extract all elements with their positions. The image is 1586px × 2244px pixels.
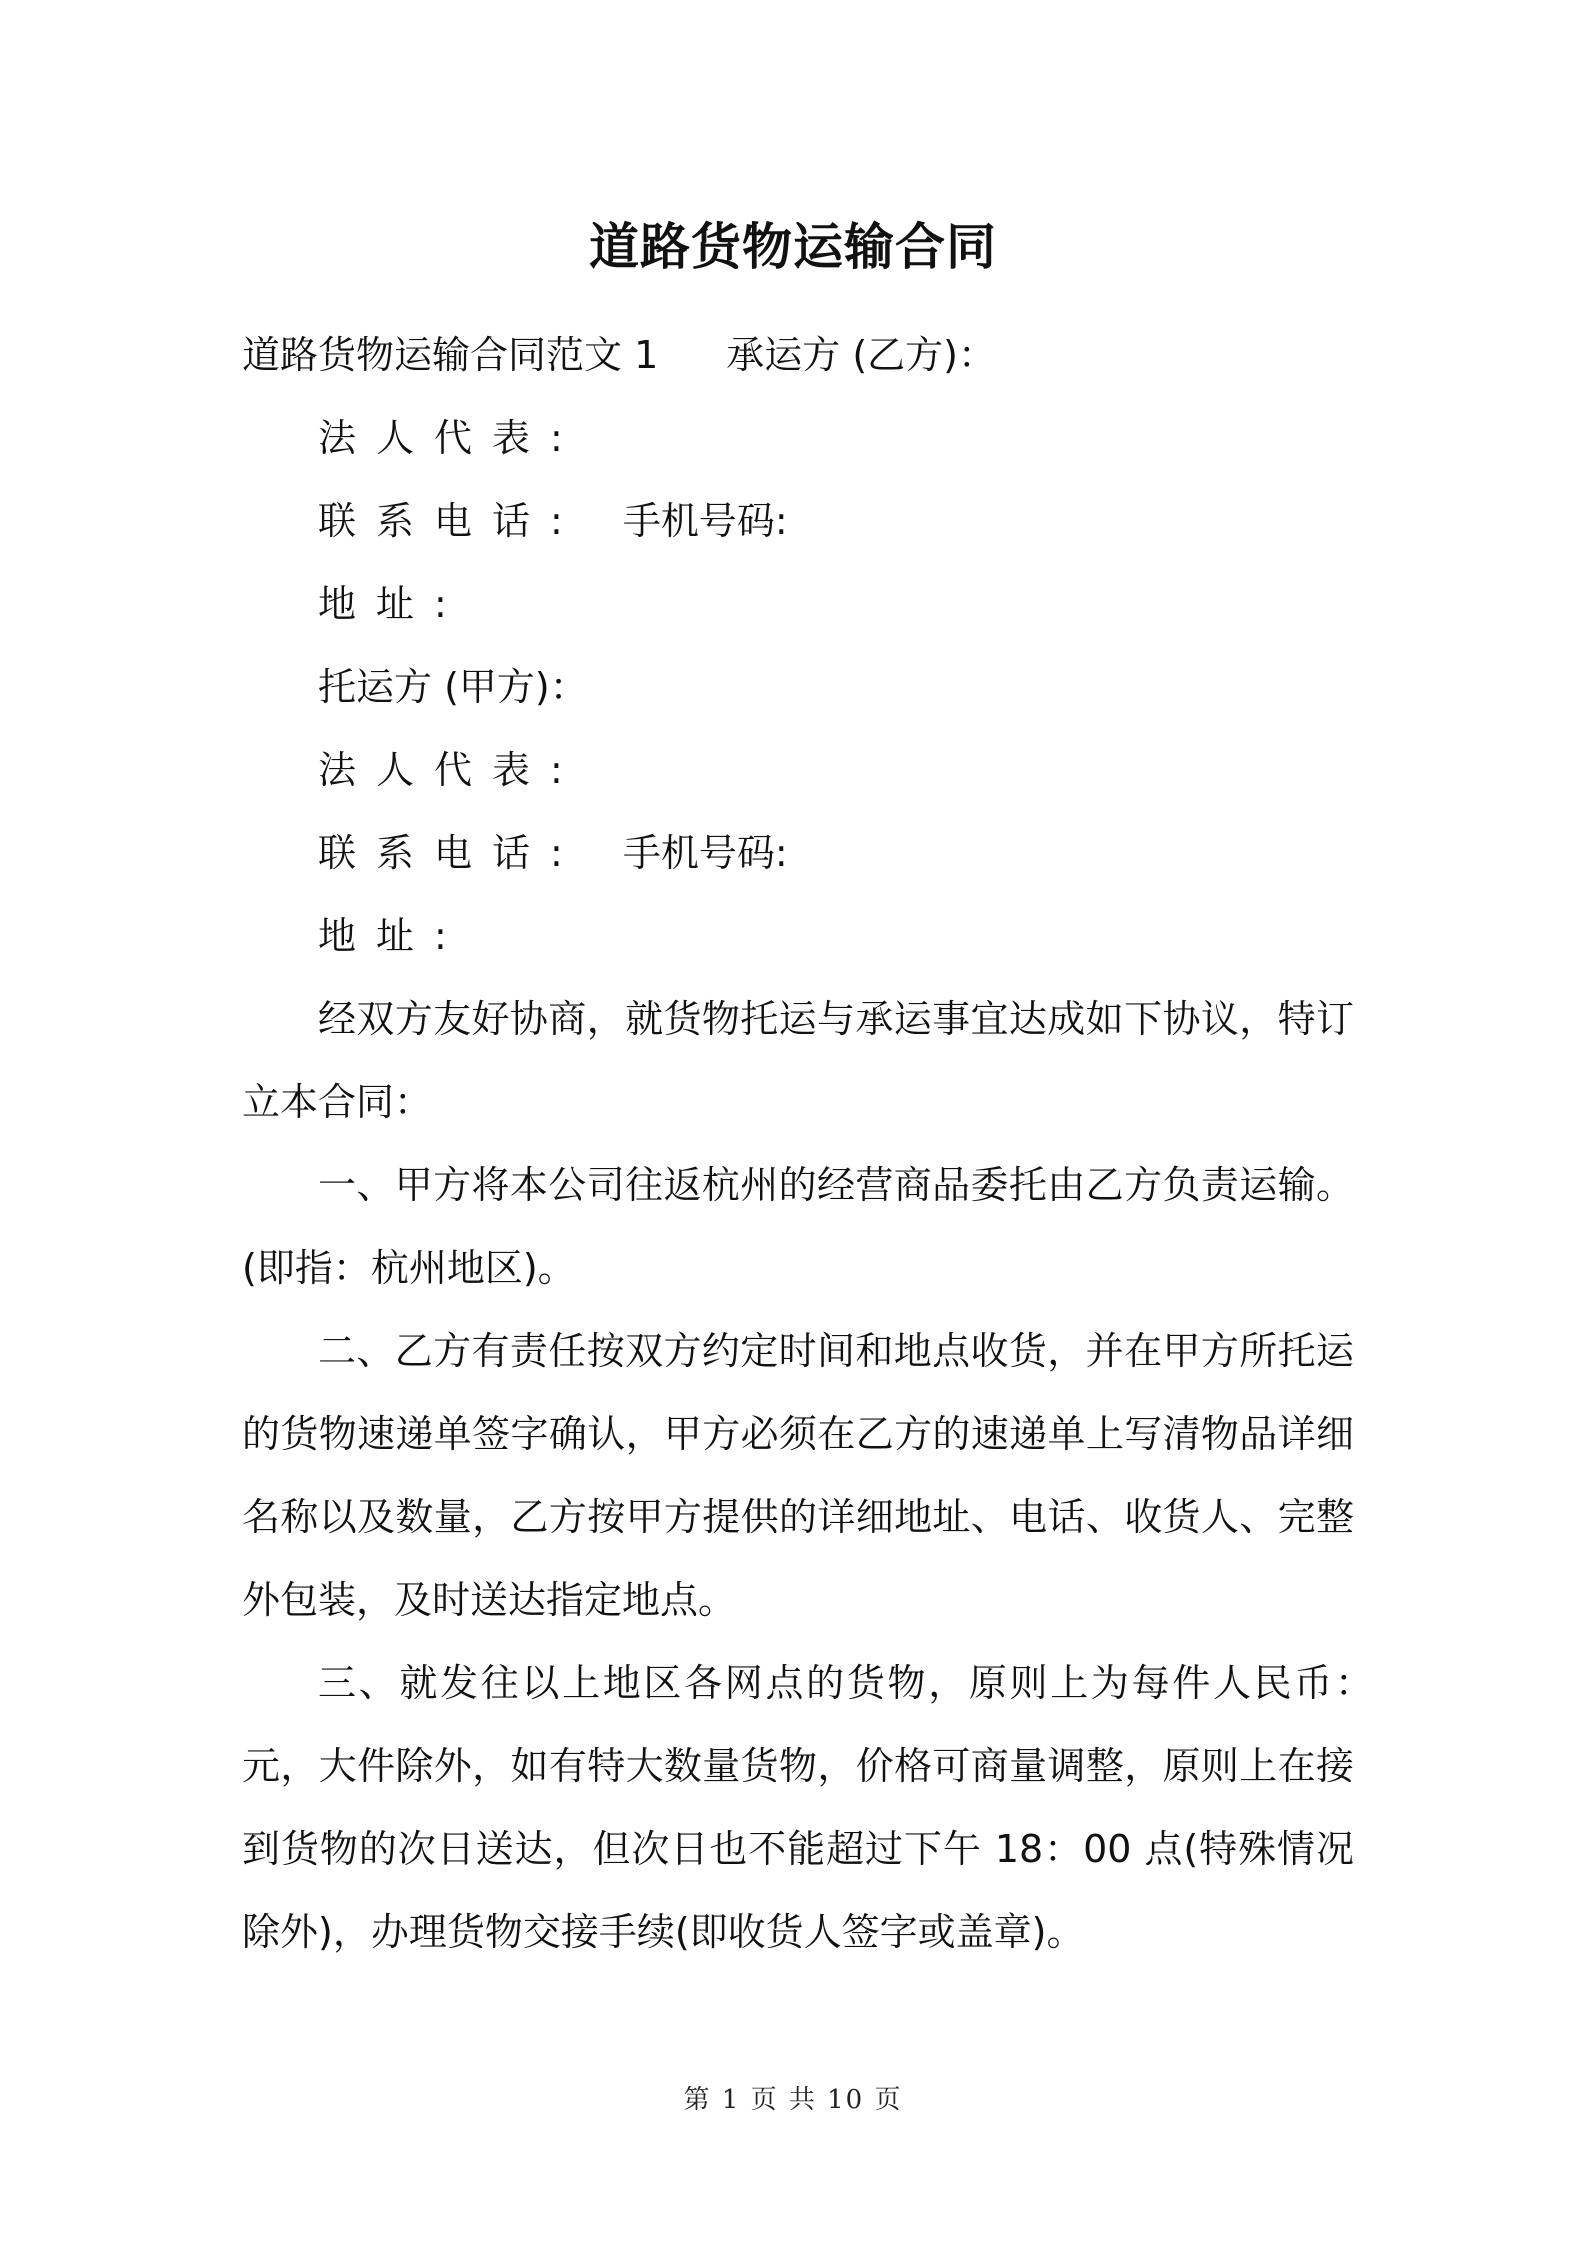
- shipper-label: 托运方 (甲方)：: [318, 665, 588, 709]
- shipper-mobile-label: 手机号码:: [622, 831, 788, 875]
- heading-left: 道路货物运输合同范文 1: [242, 333, 659, 377]
- carrier-label: 承运方 (乙方)：: [726, 333, 996, 377]
- carrier-contact-line: [318, 496, 788, 546]
- paragraph-clause-1: 一、甲方将本公司往返杭州的经营商品委托由乙方负责运输。(即指：杭州地区)。: [242, 1163, 1354, 1290]
- page-number-footer: 第 1 页 共 10 页: [683, 2085, 903, 2115]
- heading-line: [242, 330, 996, 380]
- carrier-phone-label: 联系电话:: [318, 499, 583, 543]
- shipper-contact-line: [318, 828, 788, 878]
- shipper-phone-label: 联系电话:: [318, 831, 583, 875]
- paragraph-clause-3: 三、就发往以上地区各网点的货物，原则上为每件人民币： 元，大件除外，如有特大数量货物，价格可商量调整，原则上在接到货物的次日送达，但次日也不能超过下午 18：00 点(特殊情况除外)，办理货物交接手续(即收货人签字或盖章)。: [242, 1661, 1393, 1954]
- shipper-legal-rep: 法人代表:: [318, 748, 583, 792]
- document-title: 道路货物运输合同: [589, 218, 997, 276]
- carrier-address: 地址:: [318, 582, 467, 626]
- carrier-mobile-label: 手机号码:: [622, 499, 788, 543]
- paragraph-clause-2: 二、乙方有责任按双方约定时间和地点收货，并在甲方所托运的货物速递单签字确认，甲方必须在乙方的速递单上写清物品详细名称以及数量，乙方按甲方提供的详细地址、电话、收货人、完整外包装，及时送达指定地点。: [242, 1329, 1354, 1622]
- paragraph-intro: 经双方友好协商，就货物托运与承运事宜达成如下协议，特订立本合同：: [242, 997, 1354, 1124]
- carrier-legal-rep: 法人代表:: [318, 416, 583, 460]
- shipper-address: 地址:: [318, 914, 467, 958]
